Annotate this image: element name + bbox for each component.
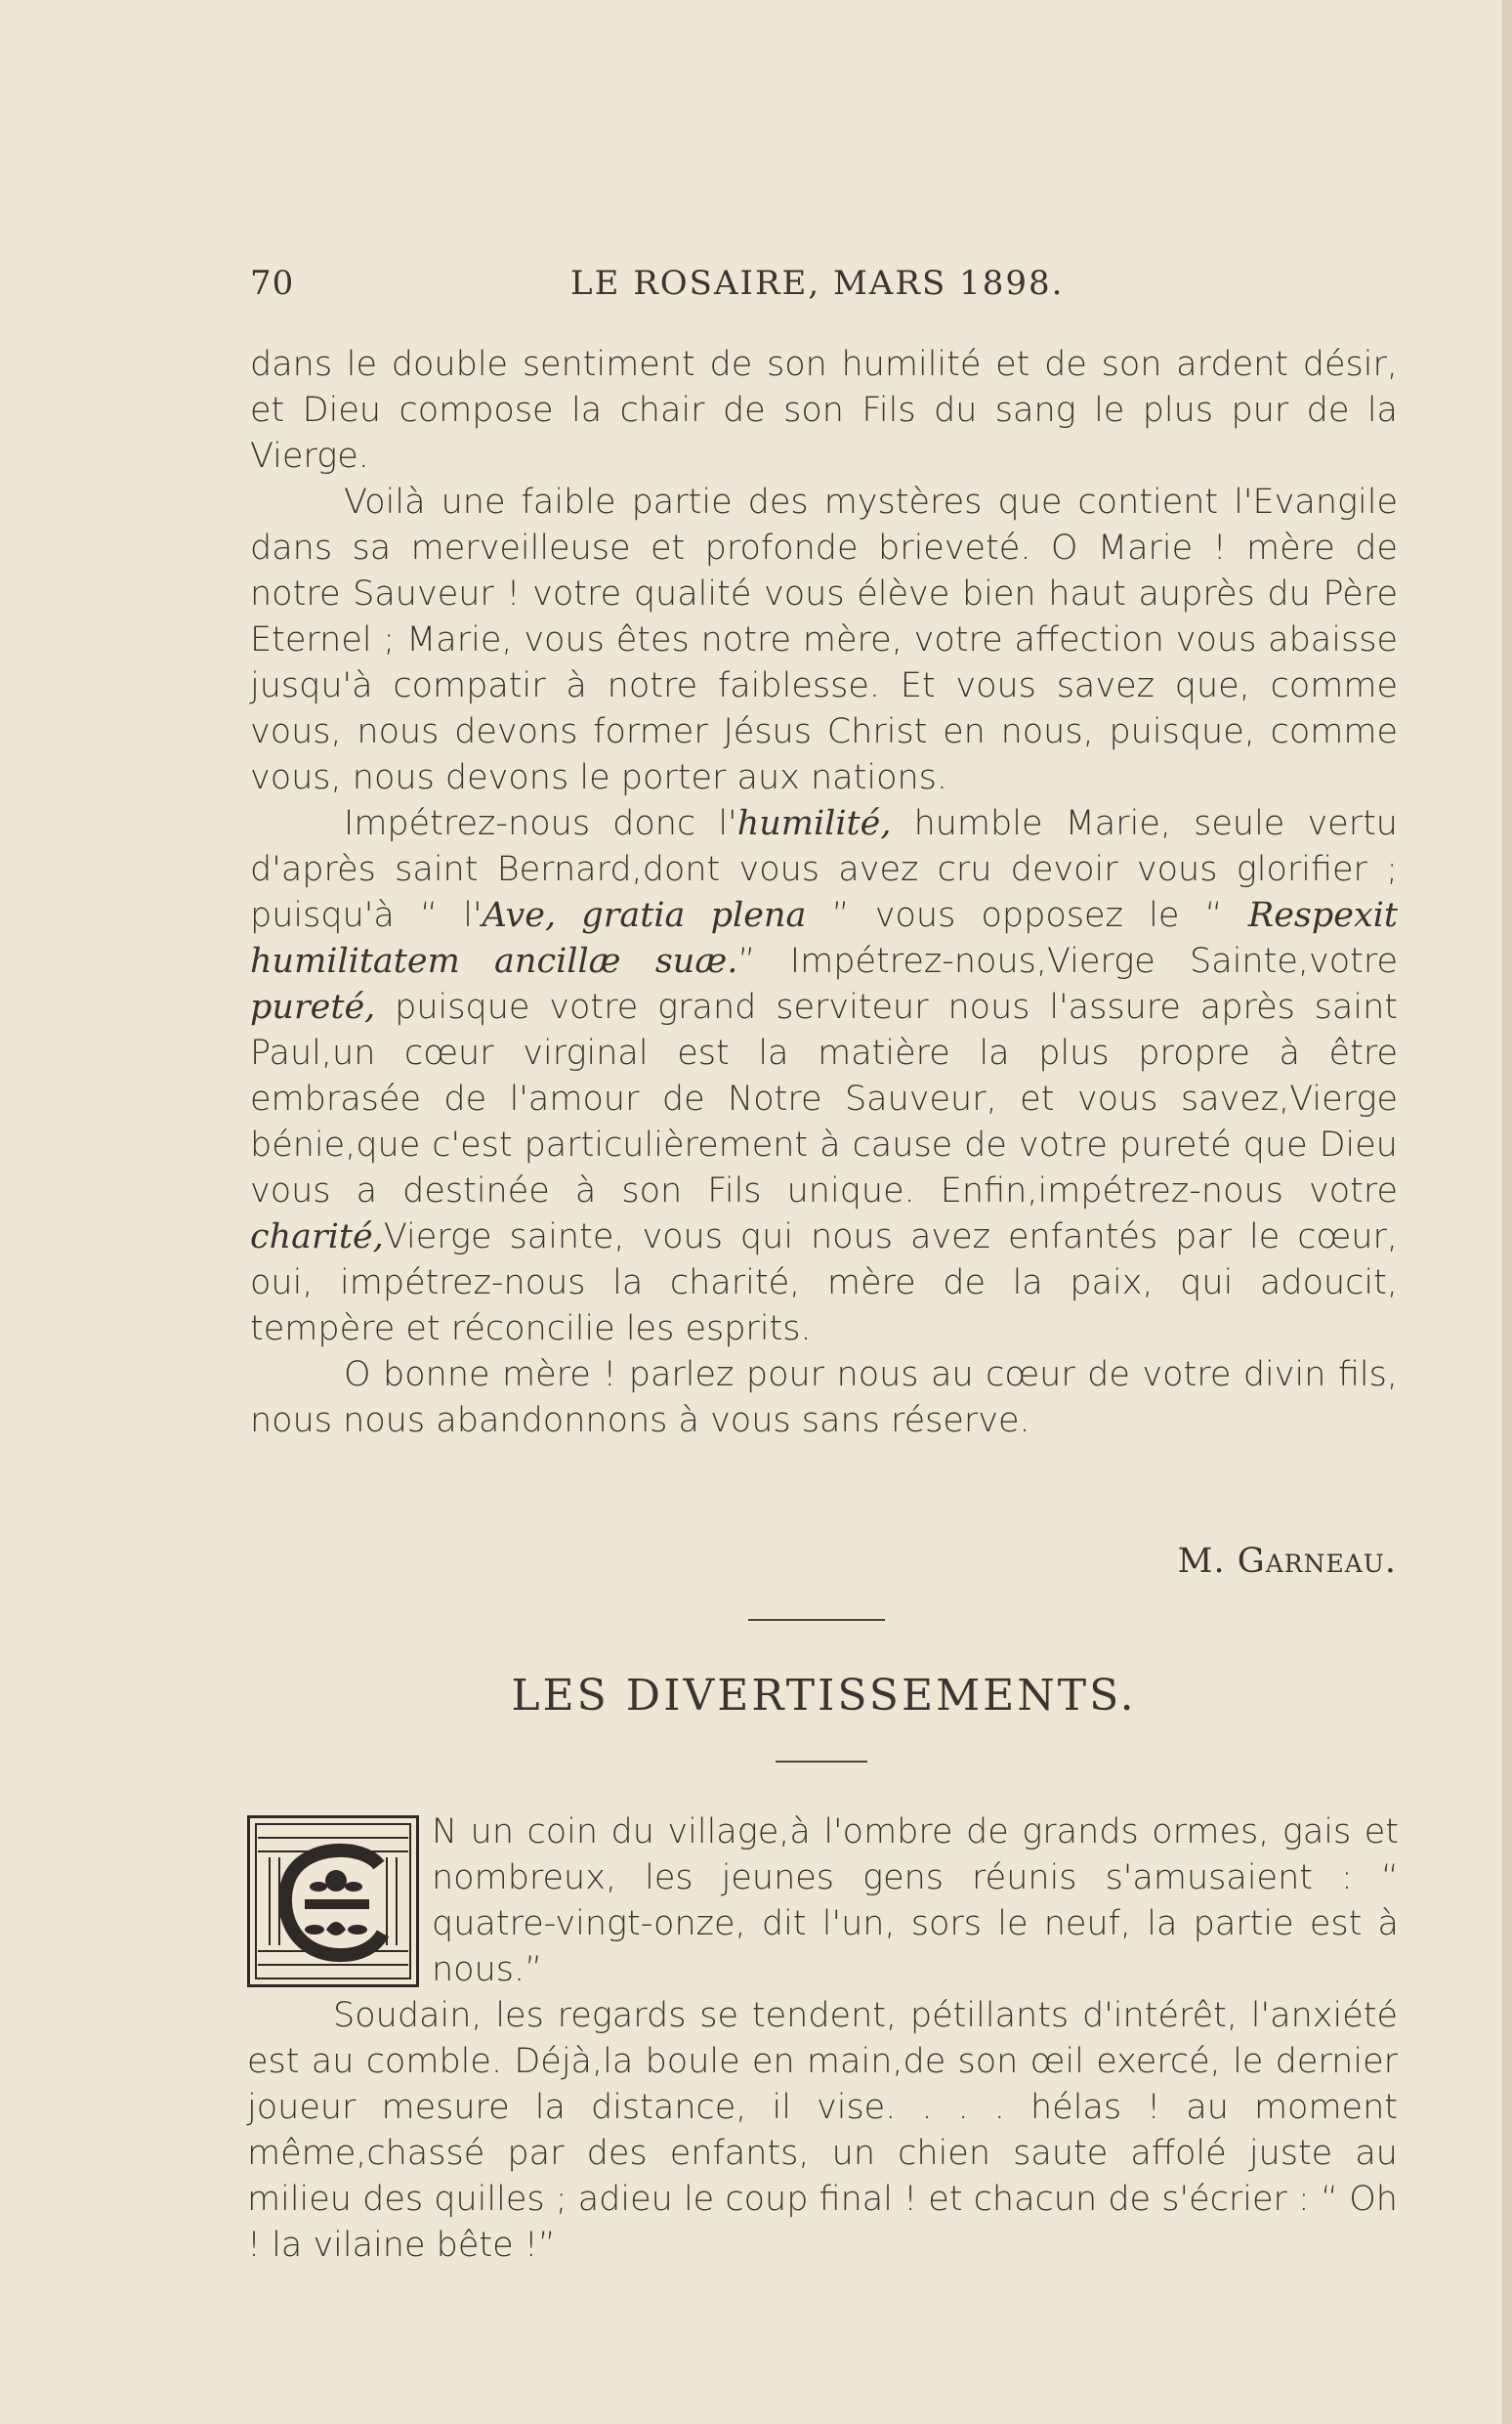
p3-text-6: Vierge sainte, vous qui nous avez enfantés par le cœur, oui, impétrez-nous la charité, mère de la paix, qui adoucit, tempère et réconcilie les esprits. [250,1217,1398,1348]
p3-text-3: ” vous opposez le “ [806,896,1248,935]
drop-cap-ornament-icon [250,1818,416,1984]
p3-text-4: ” Impétrez-nous,Vierge Sainte,votre [737,942,1398,981]
p3-italic-ave: Ave, gratia plena [482,896,807,935]
journal-title: LE ROSAIRE, MARS 1898. [570,264,1065,303]
p3-italic-respexit: Respexit humilitatem ancillæ suæ. [250,896,1398,981]
signature-initial: M. G [1177,1542,1266,1581]
signature-name: arneau. [1265,1542,1397,1581]
p3-italic-humilite: humilité, [736,804,892,843]
p3-text-2: humble Marie, seule vertu d'après saint Bernard,dont vous avez cru devoir vous glorifier ; puisqu'à “ l' [250,804,1398,935]
paragraph-3 [250,801,1398,1352]
section-title: LES DIVERTISSEMENTS. [511,1671,1137,1721]
page-number: 70 [250,264,295,303]
p3-text-5: puisque votre grand serviteur nous l'assure après saint Paul,un cœur virginal est la matière la plus propre à être embrasée de l'amour de Notre Sauveur, et vous savez,Vierge bénie,que c'est particulièrement à cause de votre pureté que Dieu vous a destinée à son Fils unique. Enfin,impétrez-nous votre [250,988,1398,1211]
section-divider-top [748,1619,885,1621]
paragraph-2: Voilà une faible partie des mystères que contient l'Evangile dans sa merveilleuse et profonde brieveté. O Marie ! mère de notre Sauveur ! votre qualité vous élève bien haut auprès du Père Eternel ; Marie, vous êtes notre mère, votre affection vous abaisse jusqu'à compatir à notre faiblesse. Et vous savez que, comme vous, nous devons former Jésus Christ en nous, puisque, comme vous, nous devons le porter aux nations. [250,483,1398,797]
section-divider-bottom [776,1761,867,1763]
running-head [250,264,1403,313]
section-paragraph-2: Soudain, les regards se tendent, pétillants d'intérêt, l'anxiété est au comble. Déjà,la boule en main,de son œil exercé, le dernier joueur mesure la distance, il vise. . . . hélas ! au moment même,chassé par des enfants, un chien saute affolé juste au milieu des quilles ; adieu le coup final ! et chacun de s'écrier : “ Oh ! la vilaine bête !” [247,1996,1398,2265]
author-signature [879,1542,1397,1581]
p3-italic-purete: pureté, [250,988,376,1027]
section-body [247,1993,1398,2269]
section-opening [432,1809,1399,1993]
drop-cap-ornament [247,1815,419,1987]
paragraph-1: dans le double sentiment de son humilité et de son ardent désir, et Dieu compose la chair de son Fils du sang le plus pur de la Vierge. [250,345,1398,476]
p3-italic-charite: charité, [250,1217,384,1256]
page-edge [1502,0,1512,2424]
article-body [250,342,1398,1444]
paragraph-4: O bonne mère ! parlez pour nous au cœur de votre divin fils, nous nous abandonnons à vous sans réserve. [250,1355,1398,1440]
p3-text-1: Impétrez-nous donc l' [344,804,737,843]
opening-paragraph: N un coin du village,à l'ombre de grands ormes, gais et nombreux, les jeunes gens réunis s'amusaient : “ quatre-vingt-onze, dit l'un, sors le neuf, la partie est à nous.” [432,1812,1399,1989]
